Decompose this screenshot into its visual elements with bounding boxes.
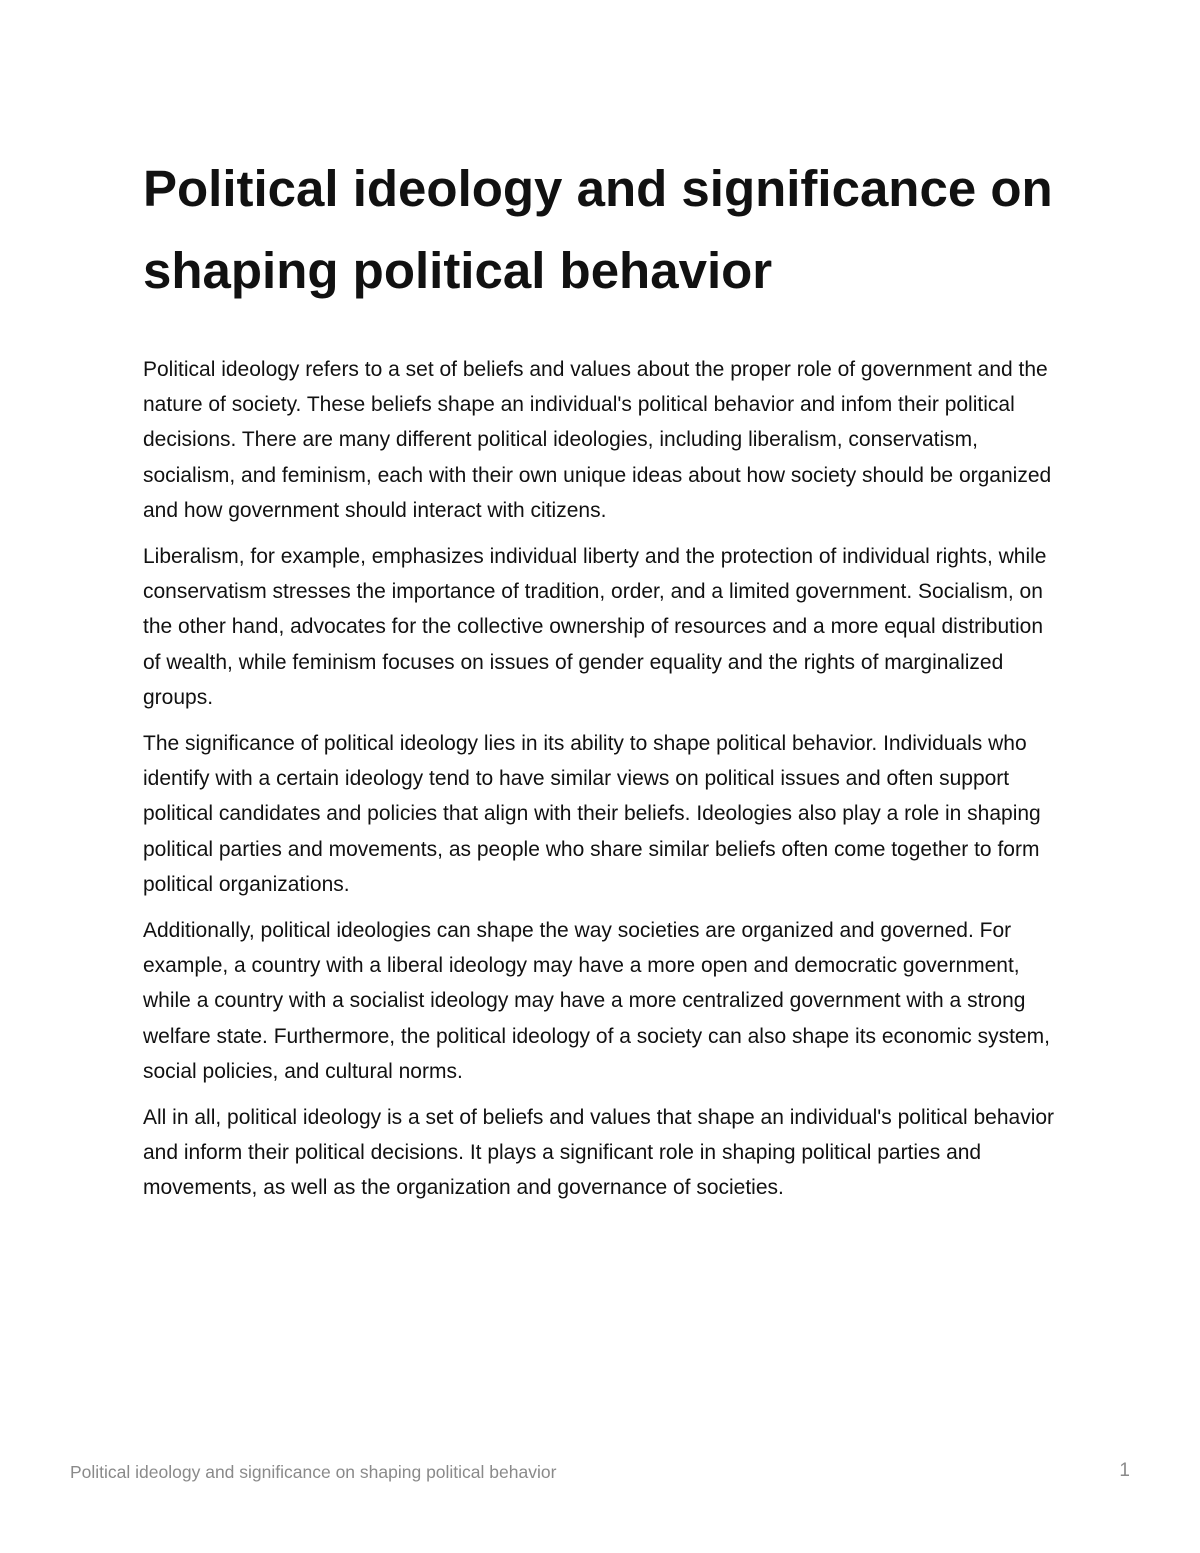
paragraph-3: The significance of political ideology lies in its ability to shape political behavior. Individuals who identify with a certain ideology tend to have similar views on political issues and often support political candidates and policies that align with their beliefs. Ideologies also play a role in shaping political parties and movements, as people who share similar beliefs often come together to form political organizations. <box>143 732 1041 896</box>
page-title: Political ideology and significance on shaping political behavior <box>143 160 1053 299</box>
paragraph-5: All in all, political ideology is a set of beliefs and values that shape an individual's political behavior and inform their political decisions. It plays a significant role in shaping political parties and movements, as well as the organization and governance of societies. <box>143 1106 1055 1200</box>
page-footer <box>70 1462 1130 1492</box>
paragraph-1: Political ideology refers to a set of beliefs and values about the proper role of government and the nature of society. These beliefs shape an individual's political behavior and infom their political decisions. There are many different political ideologies, including liberalism, conservatism, socialism, and feminism, each with their own unique ideas about how society should be organized and how government should interact with citizens. <box>143 358 1052 522</box>
footer-title: Political ideology and significance on shaping political behavior <box>70 1462 557 1482</box>
page-number: 1 <box>1119 1460 1130 1481</box>
paragraph-2: Liberalism, for example, emphasizes individual liberty and the protection of individual rights, while conservatism stresses the importance of tradition, order, and a limited government. Socialism, on the other hand, advocates for the collective ownership of resources and a more equal distribution of wealth, while feminism focuses on issues of gender equality and the rights of marginalized groups. <box>143 545 1047 709</box>
paragraph-4: Additionally, political ideologies can shape the way societies are organized and governed. For example, a country with a liberal ideology may have a more open and democratic government, while a country with a socialist ideology may have a more centralized government with a strong welfare state. Furthermore, the political ideology of a society can also shape its economic system, social policies, and cultural norms. <box>143 919 1050 1083</box>
document-body <box>143 148 1063 1217</box>
